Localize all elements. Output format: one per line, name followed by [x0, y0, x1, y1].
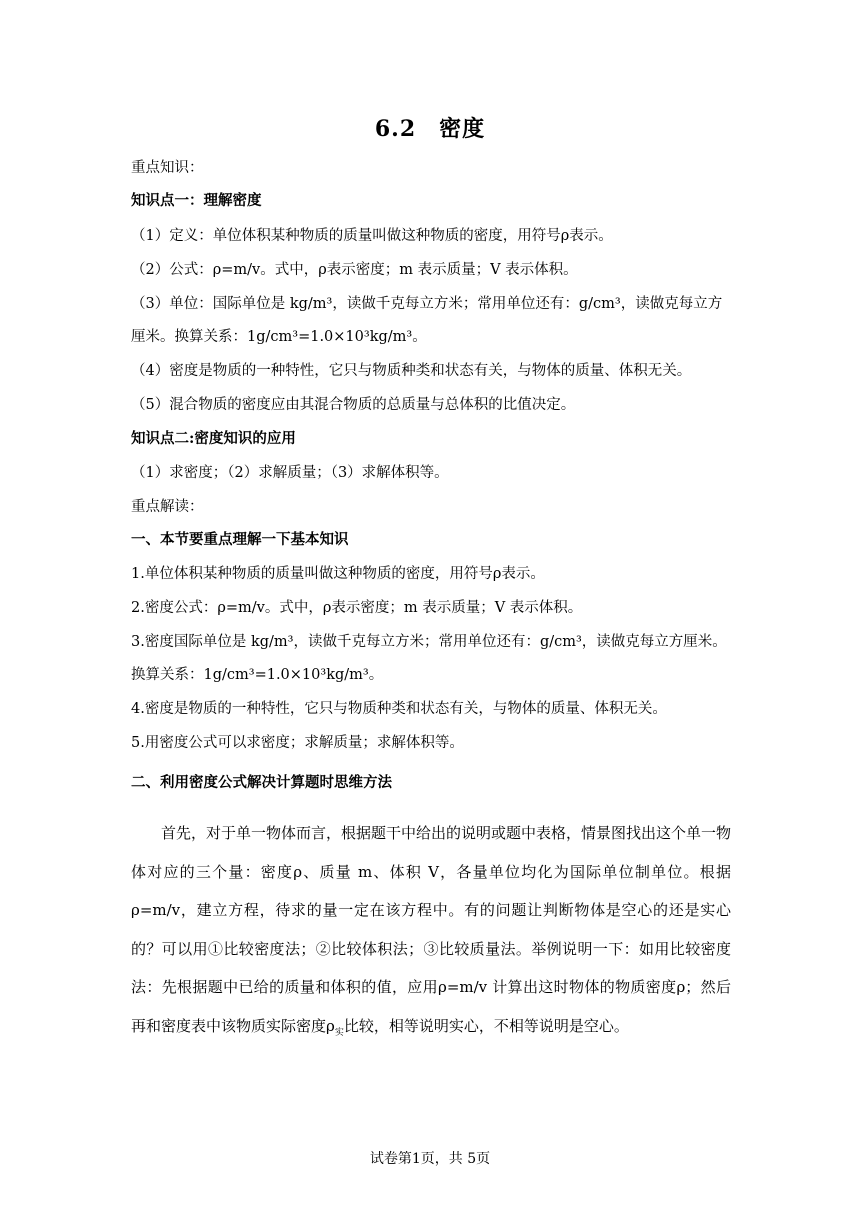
part-1-heading: 一、本节要重点理解一下基本知识: [131, 531, 349, 548]
part1-item-3: 3.密度国际单位是 kg/m³，读做千克每立方米；常用单位还有：g/cm³，读做克每立方厘米。: [131, 634, 727, 650]
kp1-item-property: （4）密度是物质的一种特性，它只与物质种类和状态有关，与物体的质量、体积无关。: [131, 363, 692, 379]
part1-item-1: 1.单位体积某种物质的质量叫做这种物质的密度，用符号ρ表示。: [131, 566, 545, 582]
kp1-item-definition: （1）定义：单位体积某种物质的质量叫做这种物质的密度，用符号ρ表示。: [131, 228, 613, 244]
part1-item-2: 2.密度公式：ρ=m/v。式中，ρ表示密度；m 表示质量；V 表示体积。: [131, 600, 583, 616]
kp1-item-formula: （2）公式：ρ=m/v。式中，ρ表示密度；m 表示质量；V 表示体积。: [131, 262, 578, 278]
kp1-item-mixture: （5）混合物质的密度应由其混合物质的总质量与总体积的比值决定。: [131, 397, 576, 413]
section-label-key-reading: 重点解读：: [131, 499, 204, 515]
part1-item-3-cont: 换算关系：1g/cm³=1.0×10³kg/m³。: [131, 667, 384, 683]
knowledge-point-2-heading: 知识点二:密度知识的应用: [131, 430, 296, 447]
part-2-heading: 二、利用密度公式解决计算题时思维方法: [131, 774, 392, 791]
page-footer: 试卷第1页，共 5页: [369, 1151, 491, 1167]
knowledge-point-1-heading: 知识点一：理解密度: [131, 192, 262, 209]
page-title: 6.2 密度: [374, 116, 486, 142]
part2-paragraph-subscript: 实: [334, 1027, 344, 1038]
kp1-item-unit-cont: 厘米。换算关系：1g/cm³=1.0×10³kg/m³。: [131, 329, 427, 345]
part1-item-5: 5.用密度公式可以求密度；求解质量；求解体积等。: [131, 735, 464, 751]
part2-paragraph: [131, 814, 731, 1045]
kp2-item-applications: （1）求密度；（2）求解质量；（3）求解体积等。: [131, 465, 449, 481]
part1-item-4: 4.密度是物质的一种特性，它只与物质种类和状态有关，与物体的质量、体积无关。: [131, 701, 667, 717]
part2-paragraph-tail: 比较，相等说明实心，不相等说明是空心。: [343, 1016, 629, 1035]
kp1-item-unit: （3）单位：国际单位是 kg/m³，读做千克每立方米；常用单位还有：g/cm³，读做克每立方: [131, 296, 723, 312]
section-label-key-knowledge: 重点知识：: [131, 160, 204, 176]
part2-paragraph-main: 首先，对于单一物体而言，根据题干中给出的说明或题中表格，情景图找出这个单一物体对应的三个量：密度ρ、质量 m、体积 V，各量单位均化为国际单位制单位。根据ρ=m/v，建立方程，待求的量一定在该方程中。有的问题让判断物体是空心的还是实心的？可以用①比较密度法；②比较体积法；③比较质量法。举例说明一下：如用比较密度法：先根据题中已给的质量和体积的值，应用ρ=m/v 计算出这时物体的物质密度ρ；然后再和密度表中该物质实际密度ρ: [131, 824, 732, 1035]
